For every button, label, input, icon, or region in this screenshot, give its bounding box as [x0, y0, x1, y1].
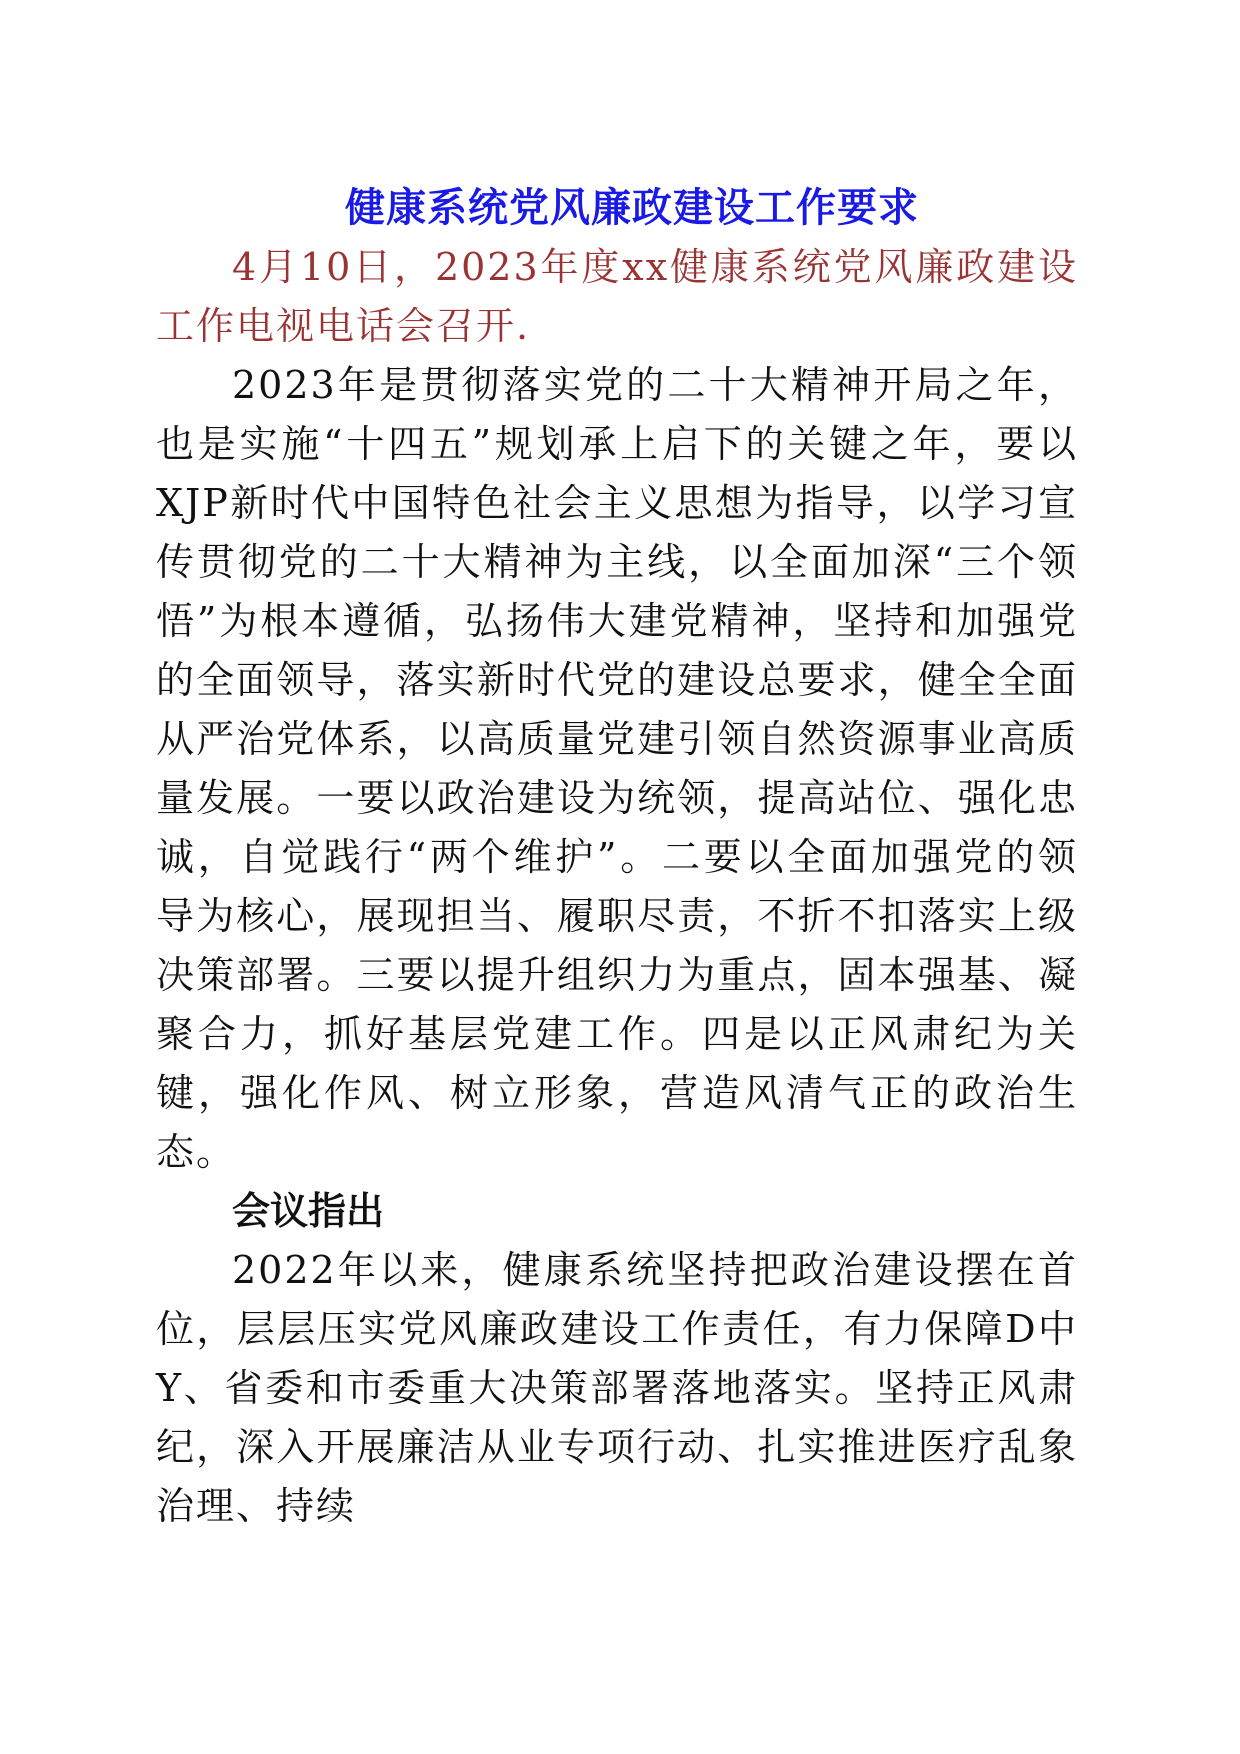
body-paragraph-2: 2022年以来，健康系统坚持把政治建设摆在首位，层层压实党风廉政建设工作责任，有力保障D中Y、省委和市委重大决策部署落地落实。坚持正风肃纪，深入开展廉洁从业专项行动、扎实推进医疗乱象治理、持续 [156, 1248, 1078, 1528]
lead-paragraph: 4月10日，2023年度xx健康系统党风廉政建设工作电视电话会召开. [156, 245, 1078, 348]
body-paragraph-1: 2023年是贯彻落实党的二十大精神开局之年，也是实施“十四五”规划承上启下的关键之年，要以XJP新时代中国特色社会主义思想为指导，以学习宣传贯彻党的二十大精神为主线，以全面加深“三个领悟”为根本遵循，弘扬伟大建党精神，坚持和加强党的全面领导，落实新时代党的建设总要求，健全全面从严治党体系，以高质量党建引领自然资源事业高质量发展。一要以政治建设为统领，提高站位、强化忠诚，自觉践行“两个维护”。二要以全面加强党的领导为核心，展现担当、履职尽责，不折不扣落实上级决策部署。三要以提升组织力为重点，固本强基、凝聚合力，抓好基层党建工作。四是以正风肃纪为关键，强化作风、树立形象，营造风清气正的政治生态。 [156, 363, 1078, 1174]
section-heading: 会议指出 [232, 1189, 385, 1233]
document-body [156, 178, 1078, 1536]
document-title: 健康系统党风廉政建设工作要求 [345, 185, 919, 231]
